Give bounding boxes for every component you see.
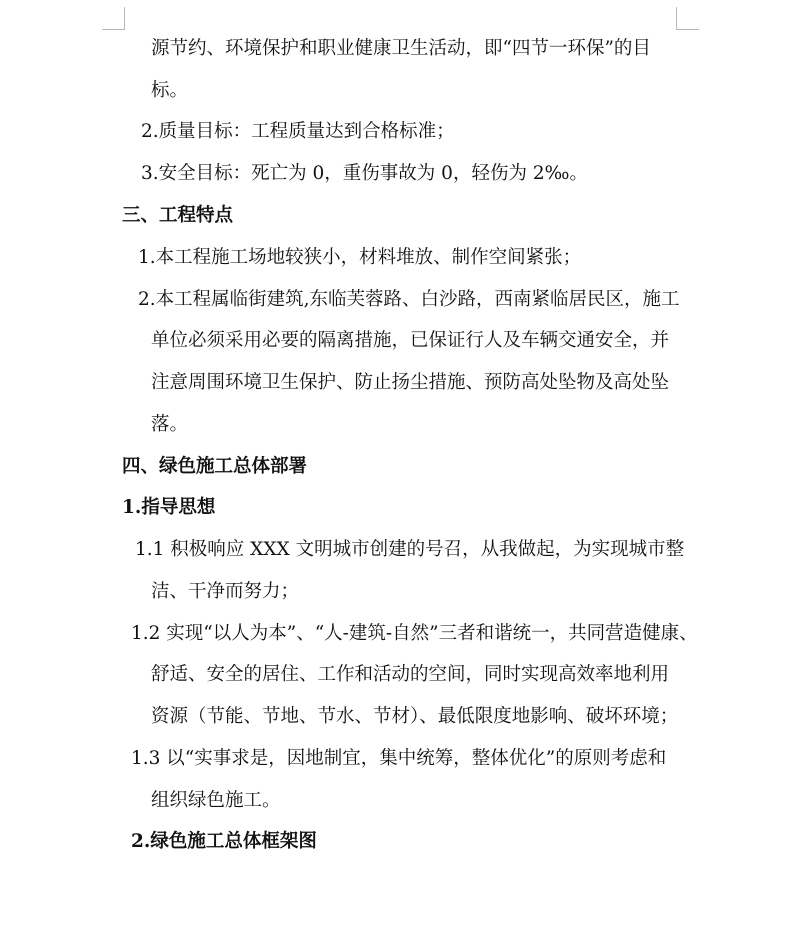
list-item-quality-goal: 2.质量目标：工程质量达到合格标准； (141, 121, 455, 142)
body-line: 落。 (151, 414, 189, 435)
body-line: 组织绿色施工。 (151, 790, 281, 811)
body-line: 单位必须采用必要的隔离措施，已保证行人及车辆交通安全，并 (151, 330, 670, 351)
top-right-margin-mark (676, 7, 699, 30)
body-line: 源节约、环境保护和职业健康卫生活动，即“四节一环保”的目 (151, 38, 651, 59)
body-line: 标。 (151, 80, 189, 101)
list-item-safety-goal: 3.安全目标：死亡为 0，重伤事故为 0，轻伤为 2‰。 (141, 163, 588, 184)
list-item-1-1: 1.1 积极响应 XXX 文明城市创建的号召，从我做起，为实现城市整 (135, 539, 685, 560)
top-left-margin-mark (102, 7, 125, 30)
body-line: 洁、干净而努力； (151, 581, 300, 602)
subheading-guiding-thought: 1.指导思想 (122, 497, 216, 518)
section-heading-project-features: 三、工程特点 (122, 205, 234, 226)
list-item-street-building: 2.本工程属临街建筑,东临芙蓉路、白沙路，西南紧临居民区，施工 (138, 289, 680, 310)
list-item-site-space: 1.本工程施工场地较狭小，材料堆放、制作空间紧张； (138, 247, 582, 268)
body-line: 资源（节能、节地、节水、节材）、最低限度地影响、破坏环境； (151, 706, 679, 727)
list-item-1-2: 1.2 实现“以人为本”、“人-建筑-自然”三者和谐统一，共同营造健康、 (131, 623, 698, 644)
section-heading-green-construction: 四、绿色施工总体部署 (122, 456, 308, 477)
subheading-framework-diagram: 2.绿色施工总体框架图 (131, 831, 317, 852)
body-line: 注意周围环境卫生保护、防止扬尘措施、预防高处坠物及高处坠 (151, 372, 670, 393)
list-item-1-3: 1.3 以“实事求是，因地制宜，集中统筹，整体优化”的原则考虑和 (131, 748, 667, 769)
body-line: 舒适、安全的居住、工作和活动的空间，同时实现高效率地利用 (151, 664, 670, 685)
